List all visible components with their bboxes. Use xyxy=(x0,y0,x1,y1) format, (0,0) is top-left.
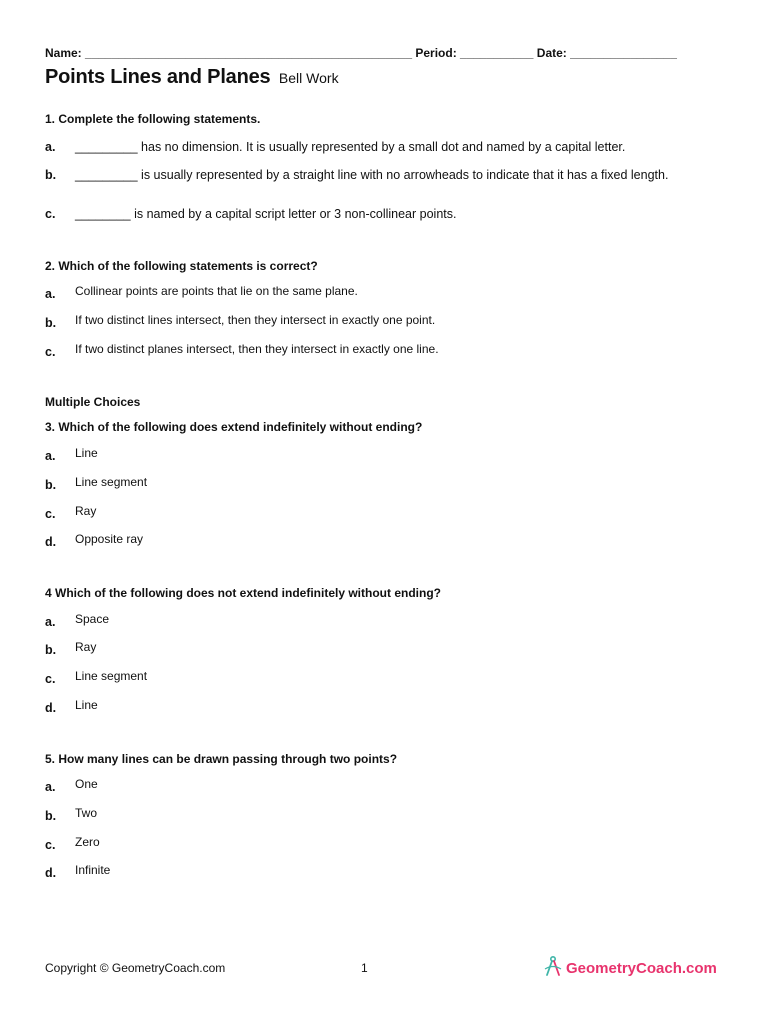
option-letter: b. xyxy=(45,316,57,330)
option-text: If two distinct planes intersect, then they intersect in exactly one line. xyxy=(75,342,439,356)
copyright-notice: Copyright © GeometryCoach.com xyxy=(45,961,226,975)
worksheet-title xyxy=(45,66,339,89)
option-text: Line segment xyxy=(75,475,148,489)
option-text: Space xyxy=(75,612,110,626)
option-letter: c. xyxy=(45,345,56,359)
question-3-prompt: 3. Which of the following does extend indefinitely without ending? xyxy=(45,420,423,434)
option-letter: b. xyxy=(45,168,57,182)
title-sub: Bell Work xyxy=(278,70,339,86)
option-letter: a. xyxy=(45,615,56,629)
geometrycoach-logo xyxy=(543,955,717,982)
student-info-line: Name: _________________________________________________ Period: ___________ Date: ________________ xyxy=(45,46,677,60)
logo-text: GeometryCoach.com xyxy=(566,960,717,977)
option-letter: d. xyxy=(45,701,57,715)
option-letter: a. xyxy=(45,780,56,794)
option-text: Infinite xyxy=(75,863,111,877)
option-text: _________ has no dimension. It is usually represented by a small dot and named by a capital letter. xyxy=(75,140,626,154)
option-letter: a. xyxy=(45,287,56,301)
option-text: Ray xyxy=(75,640,97,654)
option-text: Line segment xyxy=(75,669,148,683)
option-letter: b. xyxy=(45,478,57,492)
compass-icon xyxy=(543,955,563,982)
option-text: Collinear points are points that lie on the same plane. xyxy=(75,284,358,298)
option-text: One xyxy=(75,777,98,791)
section-label: Multiple Choices xyxy=(45,395,141,409)
question-2-prompt: 2. Which of the following statements is correct? xyxy=(45,259,318,273)
option-letter: c. xyxy=(45,207,56,221)
option-letter: d. xyxy=(45,535,57,549)
option-text: Opposite ray xyxy=(75,532,144,546)
option-letter: a. xyxy=(45,449,56,463)
option-letter: c. xyxy=(45,838,56,852)
option-text: _________ is usually represented by a straight line with no arrowheads to indicate that it has a fixed length. xyxy=(75,168,669,182)
question-5-prompt: 5. How many lines can be drawn passing through two points? xyxy=(45,752,398,766)
question-1-prompt: 1. Complete the following statements. xyxy=(45,112,261,126)
option-letter: d. xyxy=(45,866,57,880)
page-number: 1 xyxy=(361,961,368,975)
option-text: Ray xyxy=(75,504,97,518)
option-letter: b. xyxy=(45,643,57,657)
option-text: ________ is named by a capital script letter or 3 non-collinear points. xyxy=(75,207,457,221)
option-letter: a. xyxy=(45,140,56,154)
option-letter: c. xyxy=(45,672,56,686)
title-main: Points Lines and Planes xyxy=(45,66,271,88)
option-text: Line xyxy=(75,698,98,712)
option-letter: c. xyxy=(45,507,56,521)
option-letter: b. xyxy=(45,809,57,823)
option-text: Zero xyxy=(75,835,100,849)
question-4-prompt: 4 Which of the following does not extend indefinitely without ending? xyxy=(45,586,441,600)
option-text: Two xyxy=(75,806,98,820)
option-text: If two distinct lines intersect, then they intersect in exactly one point. xyxy=(75,313,436,327)
option-text: Line xyxy=(75,446,98,460)
